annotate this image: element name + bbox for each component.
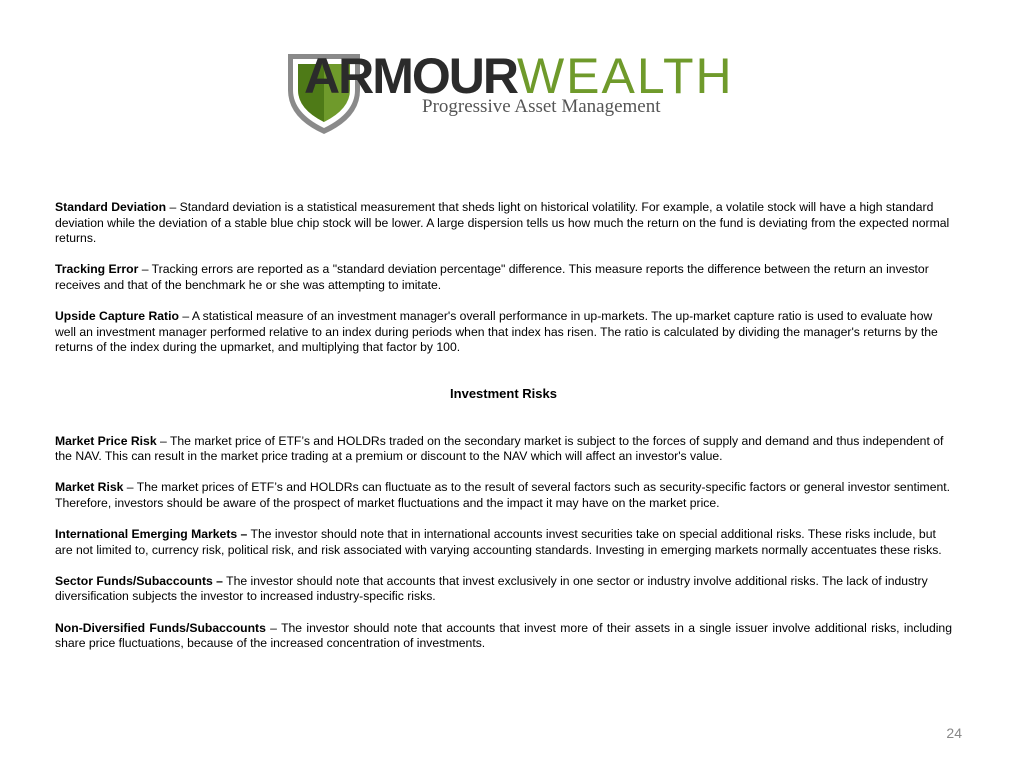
- risk-term: Market Price Risk: [55, 433, 157, 448]
- risk-sector-funds: [55, 574, 952, 605]
- definition-tracking-error: [55, 262, 952, 293]
- risk-term: Market Risk: [55, 480, 124, 495]
- risk-term: International Emerging Markets –: [55, 527, 248, 542]
- definition-standard-deviation: [55, 200, 952, 247]
- risk-text: The investor should note that in international accounts invest securities take on special additional risks. These risks include, but are not limited to, currency risk, political risk, and risk associated with varying accounting standards. Investing in emerging markets normally accentuates these risks.: [55, 527, 942, 557]
- risk-text: – The investor should note that accounts that invest more of their assets in a single issuer involve additional risks, including share price fluctuations, because of the increased concentration of investments.: [55, 620, 952, 651]
- risk-market: [55, 480, 952, 511]
- logo-tagline: Progressive Asset Management: [422, 96, 661, 117]
- risk-non-diversified-funds: [55, 621, 952, 652]
- definition-term: Upside Capture Ratio: [55, 309, 179, 324]
- risk-text: – The market price of ETF’s and HOLDRs traded on the secondary market is subject to the forces of supply and demand and thus independent of the NAV. This can result in the market price trading at a premium or discount to the NAV which will affect an investor's value.: [55, 433, 944, 464]
- page-number: 24: [946, 725, 962, 741]
- risk-term: Non-Diversified Funds/Subaccounts: [55, 620, 266, 635]
- definition-upside-capture-ratio: [55, 309, 952, 356]
- logo-brand-light: WEALTH: [516, 48, 734, 104]
- risk-term: Sector Funds/Subaccounts –: [55, 573, 223, 588]
- armour-wealth-logo: [284, 44, 744, 136]
- risk-text: The investor should note that accounts that invest exclusively in one sector or industry involve additional risks. The lack of industry diversification subjects the investor to increased industry-specific risks.: [55, 573, 928, 604]
- definition-text: – Tracking errors are reported as a "standard deviation percentage" difference. This measure reports the difference between the return an investor receives and that of the benchmark he or she was attempting to imitate.: [55, 262, 929, 292]
- definition-text: – Standard deviation is a statistical measurement that sheds light on historical volatility. For example, a volatile stock will have a high standard deviation while the deviation of a stable blue chip stock will be lower. A large dispersion tells us how much the return on the fund is deviating from the expected normal returns.: [55, 200, 950, 246]
- definition-term: Standard Deviation: [55, 200, 167, 214]
- section-heading-investment-risks: Investment Risks: [450, 385, 557, 401]
- logo-brand-bold: ARMOUR: [304, 48, 517, 104]
- definition-text: – A statistical measure of an investment manager's overall performance in up-markets. The up-market capture ratio is used to evaluate how well an investment manager performed relative to an index during periods when that index has risen. The ratio is calculated by dividing the manager's returns by the returns of the index during the upmarket, and multiplying that factor by 100.: [55, 309, 938, 355]
- definition-term: Tracking Error: [55, 262, 139, 277]
- risk-text: – The market prices of ETF’s and HOLDRs can fluctuate as to the result of several factors such as security-specific factors or general investor sentiment. Therefore, investors should be aware of the prospect of market fluctuations and the impact it may have on the market price.: [55, 480, 951, 510]
- document-body: [55, 200, 952, 667]
- risk-international-emerging-markets: [55, 527, 952, 558]
- risk-market-price: [55, 434, 952, 465]
